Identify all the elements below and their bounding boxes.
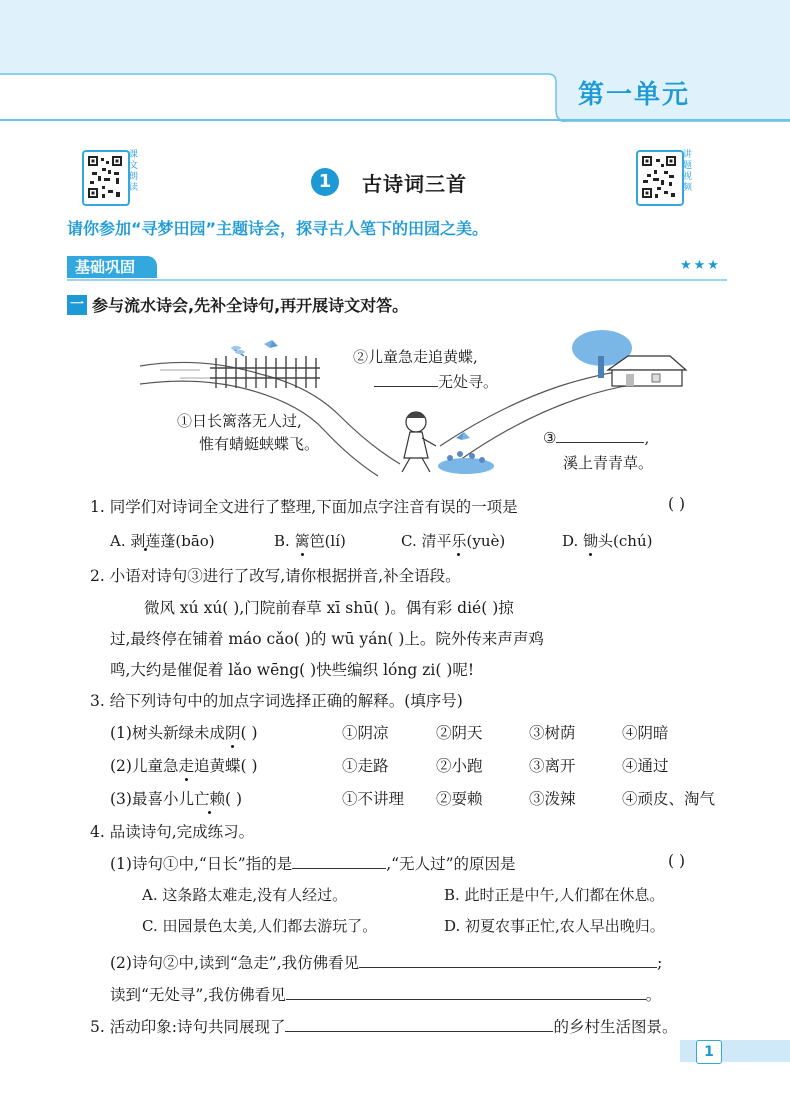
item-3-row-3-opt-1: ①不讲理 (342, 790, 405, 808)
item-1-option-c: C. 清平乐(yuè) (401, 532, 506, 550)
item-5: 5. 活动印象:诗句共同展现了 的乡村生活图景。 (90, 1015, 677, 1037)
unit-title: 第一单元 (578, 80, 691, 110)
item-3-stem: 3. 给下列诗句中的加点字词选择正确的解释。(填序号) (90, 692, 463, 710)
item-4-answer-paren[interactable]: ( ) (668, 852, 686, 870)
poem-2-line-1: ②儿童急走追黄蝶, (353, 348, 478, 366)
item-3-row-3-opt-3: ③泼辣 (529, 790, 576, 808)
item-1-stem: 1. 同学们对诗词全文进行了整理,下面加点字注音有误的一项是 (90, 498, 518, 516)
page-number: 1 (696, 1040, 722, 1064)
poem-2-line-2: 无处寻。 (438, 373, 499, 391)
dragonfly-icon (231, 346, 245, 356)
flower-patch-icon (438, 432, 494, 474)
item-4-part-1: (1)诗句①中,“日长”指的是 ,“无人过”的原因是 (110, 852, 516, 874)
section-label: 基础巩固 (67, 256, 157, 278)
poem-2-line-2-row (374, 370, 498, 392)
item-3-row-3-opt-4: ④顽皮、淘气 (622, 790, 716, 808)
item-4-option-b: B. 此时正是中午,人们都在休息。 (444, 886, 665, 904)
item-3-row-1-opt-4: ④阴暗 (622, 724, 669, 742)
item-3-row-2: (2)儿童急走追黄蝶( ) (110, 754, 258, 776)
qr-right-label: 讲题视频 (682, 150, 692, 193)
qr-code-icon (642, 156, 678, 200)
item-3-row-2-opt-4: ④通过 (622, 757, 669, 775)
item-4-blank-3[interactable] (286, 983, 646, 1000)
item-2-line-2: 过,最终停在铺着 máo cǎo( )的 wū yán( )上。院外传来声声鸡 (110, 630, 544, 648)
item-1-answer-paren[interactable]: ( ) (668, 495, 686, 513)
item-3-row-1: (1)树头新绿未成阴( ) (110, 721, 258, 743)
poem-3-blank[interactable] (556, 426, 644, 443)
item-4-option-c: C. 田园景色太美,人们都去游玩了。 (142, 917, 378, 935)
item-4-blank-2[interactable] (359, 951, 657, 968)
poem-1-line-1: ①日长篱落无人过, (177, 412, 302, 430)
item-3-row-3-opt-2: ②耍赖 (436, 790, 483, 808)
intro-text: 请你参加“寻梦田园”主题诗会，探寻古人笔下的田园之美。 (67, 219, 489, 238)
item-3-row-2-opt-2: ②小跑 (436, 757, 483, 775)
item-2-line-1: 微风 xú xú( ),门院前春草 xī shū( )。偶有彩 dié( )掠 (144, 599, 514, 617)
poem-2-blank[interactable] (374, 370, 438, 387)
item-4-part-2: (2)诗句②中,读到“急走”,我仿佛看见 ; (110, 951, 662, 973)
item-4-stem: 4. 品读诗句,完成练习。 (90, 823, 255, 841)
item-2-line-3: 鸣,大约是催促着 lǎo wēng( )快些编织 lóng zi( )呢! (110, 661, 475, 679)
lesson-number-badge: 1 (311, 168, 339, 196)
qr-code-reading[interactable] (82, 150, 130, 206)
item-4-option-d: D. 初夏农事正忙,农人早出晚归。 (444, 917, 665, 935)
item-2-stem: 2. 小语对诗句③进行了改写,请你根据拼音,补全语段。 (90, 567, 461, 585)
item-1-option-b: B. 篱笆(lí) (274, 532, 346, 550)
qr-code-video[interactable] (636, 150, 684, 206)
poem-3-marker: ③ (543, 429, 557, 447)
lesson-title: 古诗词三首 (362, 172, 467, 196)
item-4-option-a: A. 这条路太难走,没有人经过。 (142, 886, 348, 904)
item-5-blank[interactable] (285, 1015, 553, 1032)
item-3-row-1-opt-3: ③树荫 (529, 724, 576, 742)
poem-1-line-2: 惟有蜻蜓蛱蝶飞。 (199, 435, 320, 453)
item-3-row-3: (3)最喜小儿亡赖( ) (110, 787, 242, 809)
poem-3-line-2: 溪上青青草。 (563, 454, 654, 472)
item-4-blank-1[interactable] (292, 852, 386, 869)
item-3-row-1-opt-2: ②阴天 (436, 724, 483, 742)
poem-3-comma: , (644, 429, 650, 447)
qr-code-icon (88, 156, 124, 200)
butterfly-icon (264, 340, 278, 348)
question-heading: 参与流水诗会,先补全诗句,再开展诗文对答。 (92, 296, 409, 315)
question-number-badge: 一 (67, 295, 87, 315)
item-3-row-2-opt-1: ①走路 (342, 757, 389, 775)
section-divider (67, 256, 727, 282)
item-1-option-d: D. 锄头(chú) (562, 532, 653, 550)
item-3-row-1-opt-1: ①阴凉 (342, 724, 389, 742)
item-3-row-2-opt-3: ③离开 (529, 757, 576, 775)
item-1-option-a: A. 剥莲蓬(bāo) (110, 532, 215, 550)
qr-left-label: 课文朗读 (128, 150, 138, 193)
item-4-part-2b: 读到“无处寻”,我仿佛看见 。 (110, 983, 661, 1005)
poem-3-line-1-row (543, 426, 649, 447)
difficulty-stars: ★★★ (680, 258, 721, 273)
running-child-icon (402, 412, 436, 472)
